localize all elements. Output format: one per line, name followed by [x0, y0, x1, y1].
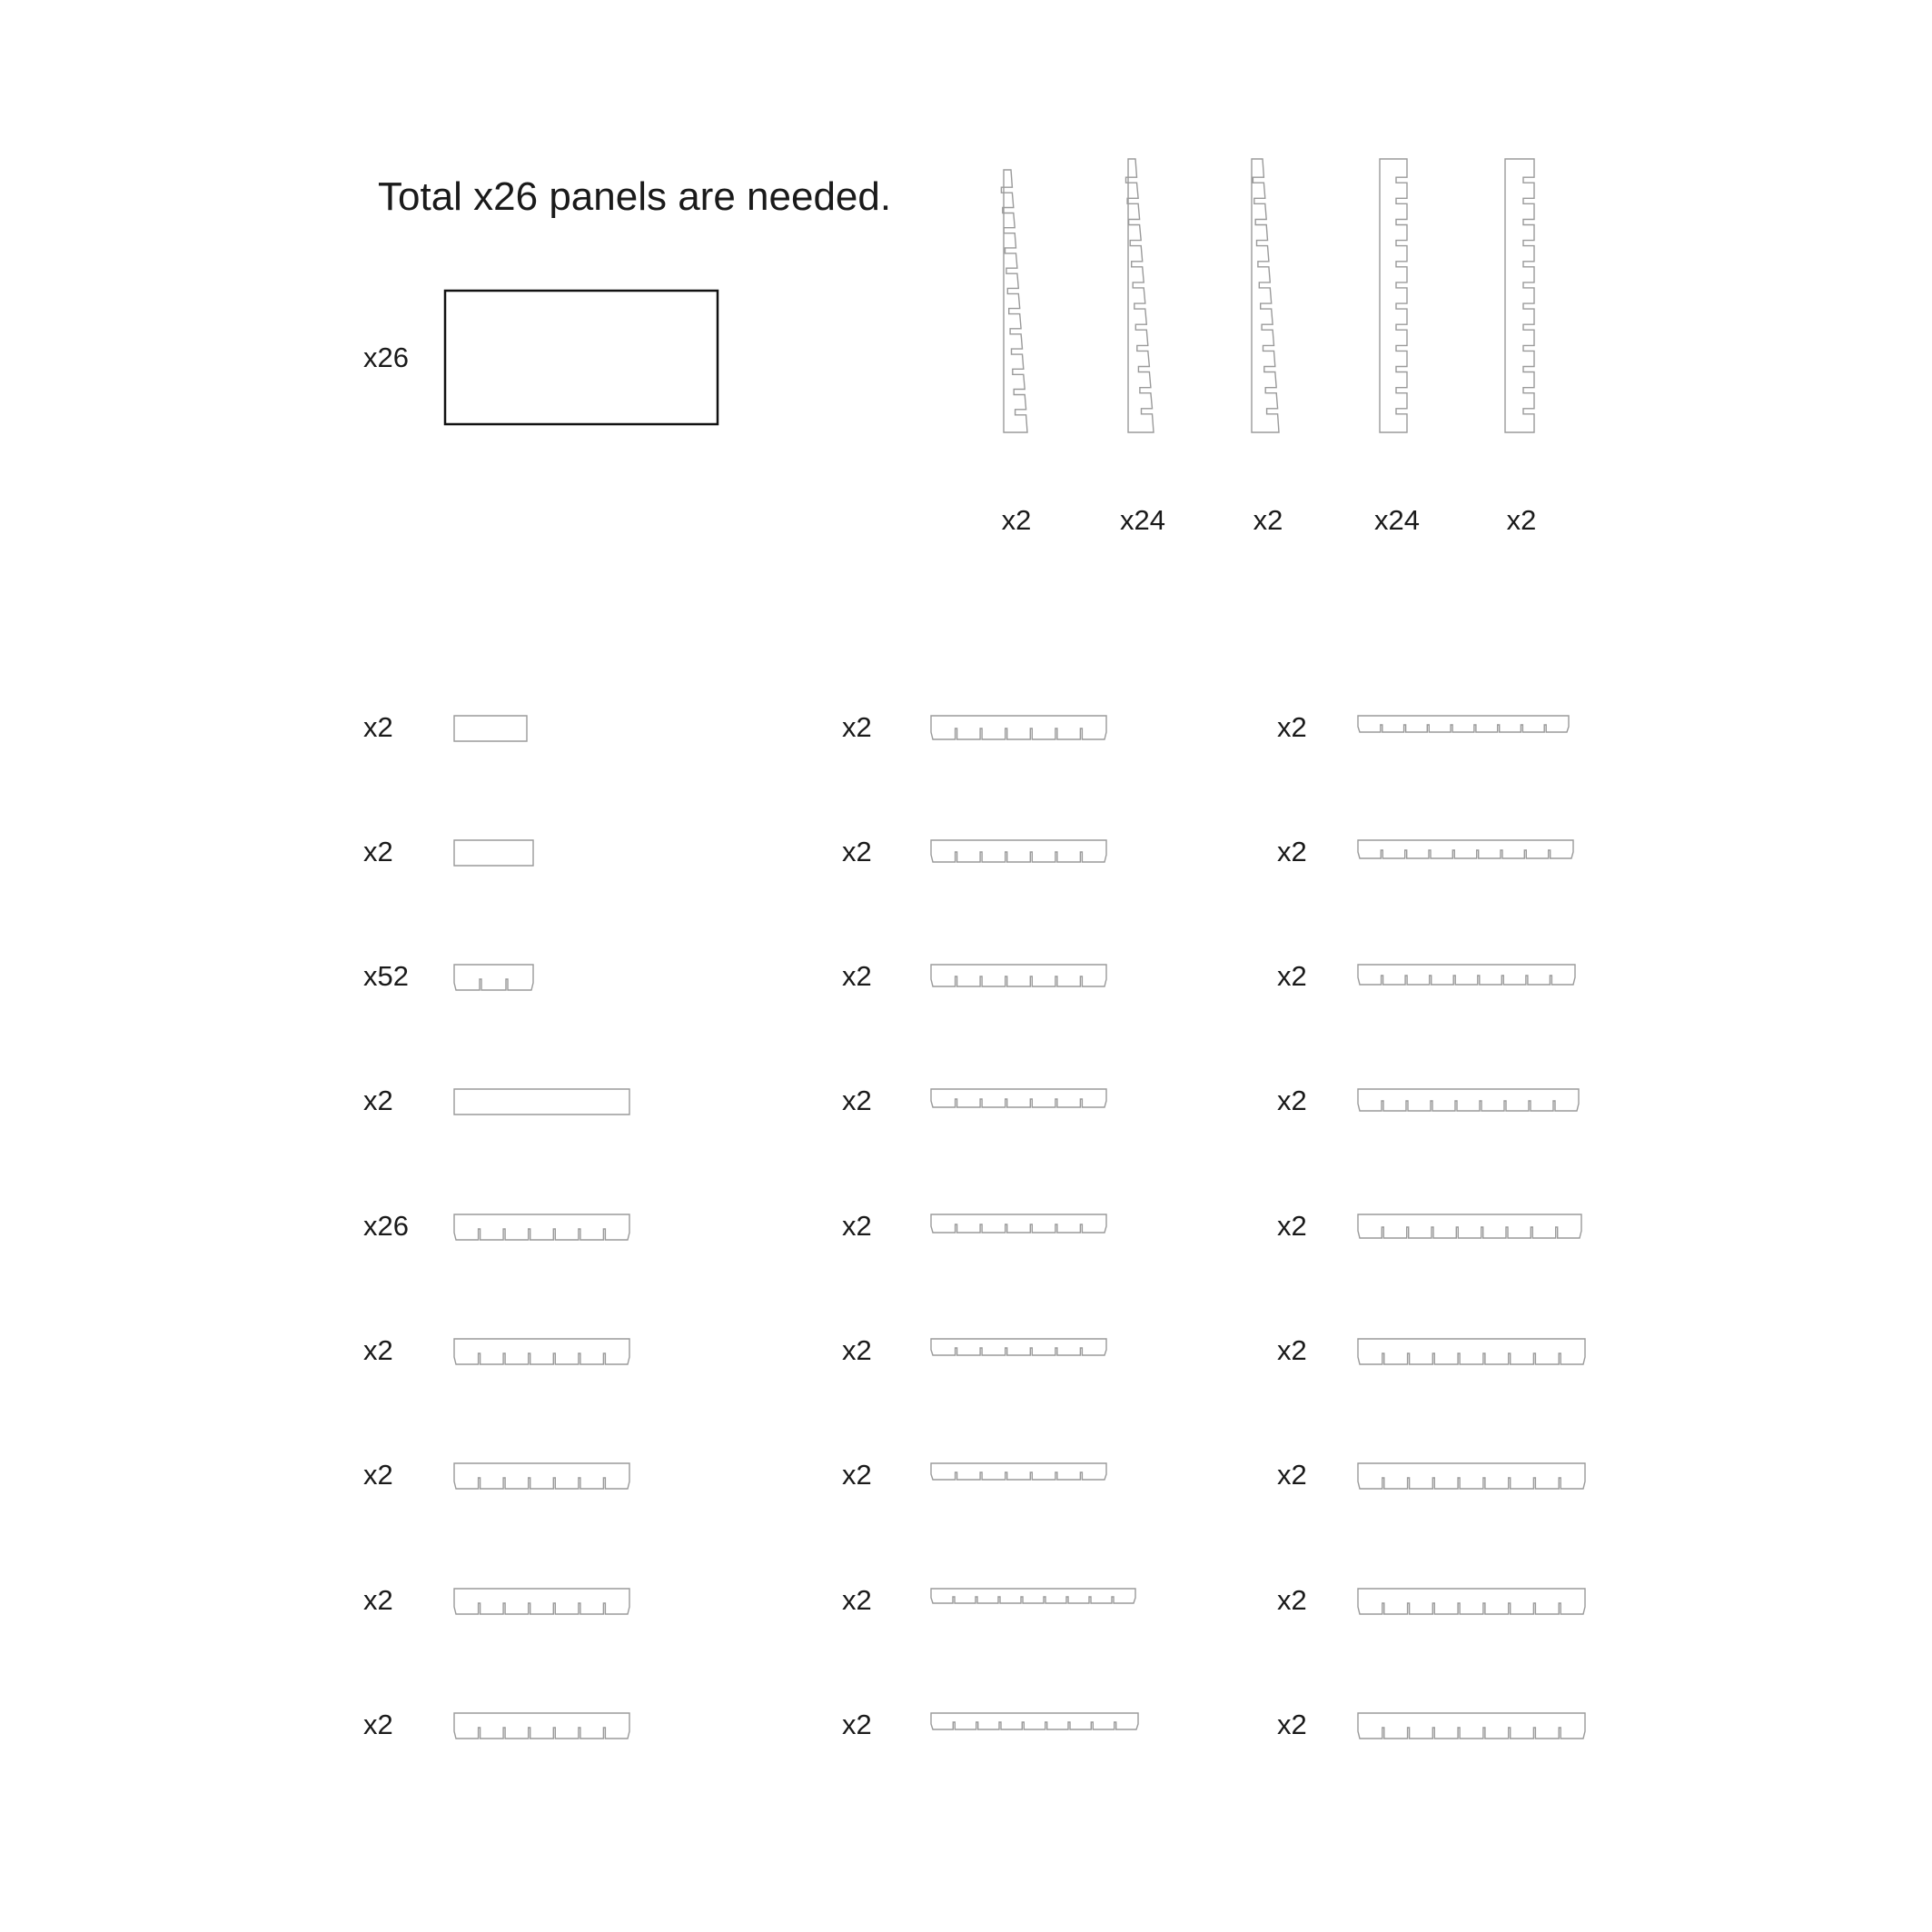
part-c3-r1 [1358, 716, 1569, 732]
part-quantity-c2-r9: x2 [842, 1709, 872, 1740]
part-quantity-c2-r4: x2 [842, 1085, 872, 1116]
part-c3-r3 [1358, 965, 1575, 985]
part-c1-r3 [454, 965, 533, 990]
part-quantity-c2-r8: x2 [842, 1584, 872, 1616]
part-c2-r1 [931, 716, 1106, 739]
part-c3-r2 [1358, 840, 1573, 858]
part-c1-r8 [454, 1589, 629, 1614]
part-c1-r4 [454, 1089, 629, 1115]
strip-part-1 [1001, 170, 1027, 432]
part-quantity-c2-r7: x2 [842, 1459, 872, 1491]
part-quantity-c3-r2: x2 [1277, 836, 1307, 867]
part-c2-r9 [931, 1713, 1138, 1729]
part-quantity-c1-r7: x2 [363, 1459, 393, 1491]
part-quantity-c2-r2: x2 [842, 836, 872, 867]
part-quantity-c1-r2: x2 [363, 836, 393, 867]
part-c2-r8 [931, 1589, 1135, 1603]
part-c2-r7 [931, 1463, 1106, 1480]
part-c1-r1 [454, 716, 527, 741]
part-quantity-c1-r4: x2 [363, 1085, 393, 1116]
strip-quantity-3: x2 [1253, 504, 1283, 536]
strip-quantity-4: x24 [1374, 504, 1420, 536]
part-quantity-c1-r9: x2 [363, 1709, 393, 1740]
part-quantity-c1-r1: x2 [363, 711, 393, 743]
part-c3-r4 [1358, 1089, 1579, 1111]
part-quantity-c1-r6: x2 [363, 1334, 393, 1366]
part-quantity-c3-r1: x2 [1277, 711, 1307, 743]
page-title: Total x26 panels are needed. [378, 174, 892, 219]
part-quantity-c3-r7: x2 [1277, 1459, 1307, 1491]
part-c1-r5 [454, 1214, 629, 1240]
part-quantity-c2-r5: x2 [842, 1210, 872, 1242]
part-quantity-c3-r9: x2 [1277, 1709, 1307, 1740]
strip-part-5 [1505, 159, 1534, 432]
part-c3-r8 [1358, 1589, 1585, 1614]
strip-part-2 [1126, 159, 1154, 432]
main-panel [445, 291, 718, 424]
part-c2-r6 [931, 1339, 1106, 1355]
part-quantity-c2-r1: x2 [842, 711, 872, 743]
part-c2-r2 [931, 840, 1106, 862]
part-c3-r7 [1358, 1463, 1585, 1489]
part-quantity-c3-r3: x2 [1277, 960, 1307, 992]
part-quantity-c3-r6: x2 [1277, 1334, 1307, 1366]
part-c1-r9 [454, 1713, 629, 1739]
part-c2-r5 [931, 1214, 1106, 1233]
main-panel-quantity: x26 [363, 342, 409, 373]
part-quantity-c2-r6: x2 [842, 1334, 872, 1366]
part-quantity-c3-r8: x2 [1277, 1584, 1307, 1616]
part-quantity-c3-r5: x2 [1277, 1210, 1307, 1242]
part-quantity-c1-r8: x2 [363, 1584, 393, 1616]
part-quantity-c2-r3: x2 [842, 960, 872, 992]
strip-quantity-2: x24 [1120, 504, 1165, 536]
part-c1-r2 [454, 840, 533, 866]
part-c2-r4 [931, 1089, 1106, 1107]
strip-part-3 [1252, 159, 1279, 432]
strip-quantity-1: x2 [1001, 504, 1032, 536]
part-c3-r5 [1358, 1214, 1581, 1238]
part-c3-r9 [1358, 1713, 1585, 1739]
part-c3-r6 [1358, 1339, 1585, 1364]
part-c1-r7 [454, 1463, 629, 1489]
part-quantity-c1-r3: x52 [363, 960, 409, 992]
strip-part-4 [1380, 159, 1407, 432]
strip-quantity-5: x2 [1506, 504, 1537, 536]
part-quantity-c3-r4: x2 [1277, 1085, 1307, 1116]
part-c1-r6 [454, 1339, 629, 1364]
part-c2-r3 [931, 965, 1106, 986]
part-quantity-c1-r5: x26 [363, 1210, 409, 1242]
